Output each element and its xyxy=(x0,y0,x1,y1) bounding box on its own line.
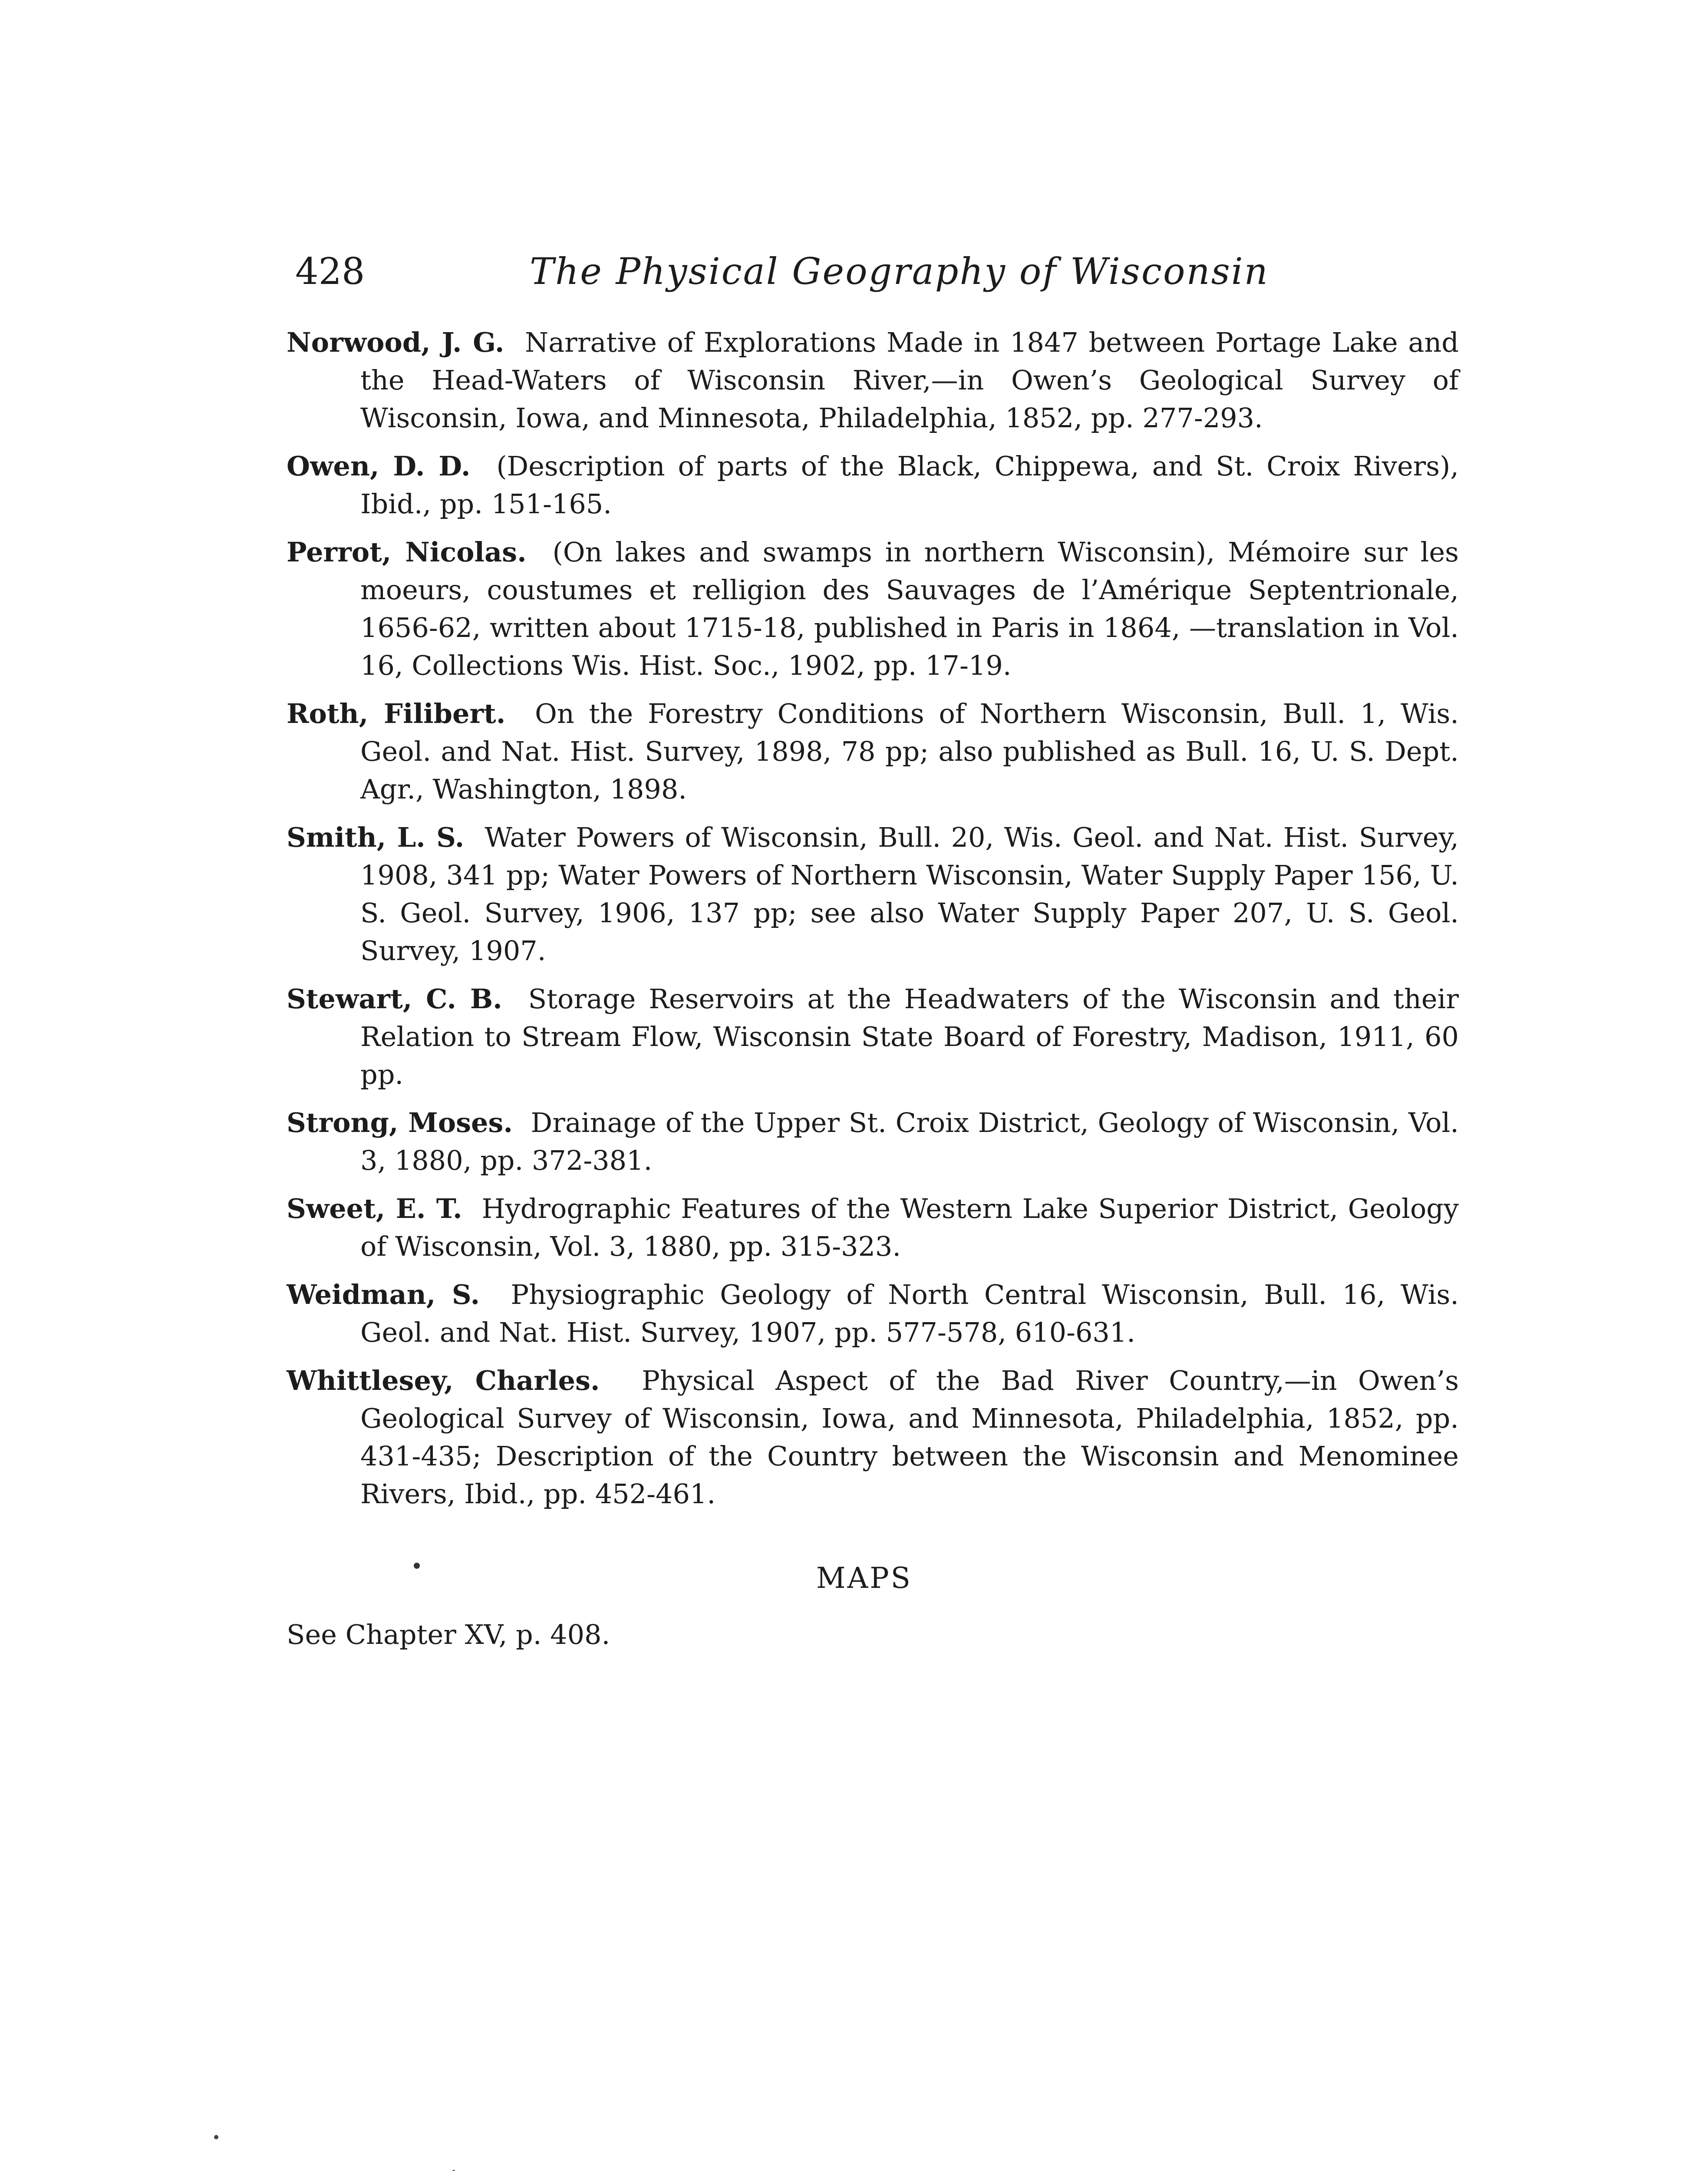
entry-text: On the Forestry Conditions of Northern Wisconsin, Bull. 1, Wis. Geol. and Nat. Hist. Survey, 1898, 78 pp; also published as Bull. 16, U. S. Dept. Agr., Washington, 1898. xyxy=(360,698,1459,805)
maps-heading: MAPS xyxy=(816,1561,912,1595)
entry-author: Whittlesey, Charles. xyxy=(287,1365,600,1396)
entry-text: (Description of parts of the Black, Chippewa, and St. Croix Rivers), Ibid., pp. 151-165. xyxy=(360,450,1459,520)
entry-author: Weidman, S. xyxy=(287,1279,480,1310)
entry-text: Hydrographic Features of the Western Lake Superior District, Geology of Wisconsin, Vol. 3, 1880, pp. 315-323. xyxy=(360,1193,1459,1262)
entry-text: Physical Aspect of the Bad River Country,—in Owen’s Geological Survey of Wisconsin, Iowa, and Minnesota, Philadelphia, 1852, pp. 431-435; Description of the Country between the Wisconsin and Menominee Rivers, Ibid., pp. 452-461. xyxy=(360,1365,1459,1510)
book-title: The Physical Geography of Wisconsin xyxy=(530,250,1269,293)
entry-text: Narrative of Explorations Made in 1847 between Portage Lake and the Head-Waters of Wisconsin River,—in Owen’s Geological Survey of Wisconsin, Iowa, and Minnesota, Philadelphia, 1852, pp. 277-293. xyxy=(360,327,1459,434)
entry-author: Smith, L. S. xyxy=(287,822,465,853)
page-number: 428 xyxy=(295,250,365,293)
entry-text: Storage Reservoirs at the Headwaters of the Wisconsin and their Relation to Stream Flow, Wisconsin State Board of Forestry, Madison, 1911, 60 pp. xyxy=(360,983,1459,1090)
entry-author: Owen, D. D. xyxy=(287,450,471,482)
entry-author: Stewart, C. B. xyxy=(287,983,502,1015)
entry-author: Sweet, E. T. xyxy=(287,1193,462,1224)
entry-author: Norwood, J. G. xyxy=(287,327,504,358)
ink-speck xyxy=(414,1563,420,1569)
entry-author: Roth, Filibert. xyxy=(287,698,506,729)
entry-author: Perrot, Nicolas. xyxy=(287,536,527,568)
entry-text: Physiographic Geology of North Central Wisconsin, Bull. 16, Wis. Geol. and Nat. Hist. Survey, 1907, pp. 577-578, 610-631. xyxy=(360,1279,1459,1348)
ink-speck xyxy=(214,2135,218,2139)
entry-text: Water Powers of Wisconsin, Bull. 20, Wis. Geol. and Nat. Hist. Survey, 1908, 341 pp; Water Powers of Northern Wisconsin, Water Supply Paper 156, U. S. Geol. Survey, 1906, 137 pp; see also Water Supply Paper 207, U. S. Geol. Survey, 1907. xyxy=(360,822,1459,967)
entry-text: Drainage of the Upper St. Croix District, Geology of Wisconsin, Vol. 3, 1880, pp. 372-381. xyxy=(360,1107,1459,1176)
entry-author: Strong, Moses. xyxy=(287,1107,513,1138)
entry-text: (On lakes and swamps in northern Wisconsin), Mémoire sur les moeurs, coustumes et relligion des Sauvages de l’Amérique Septentrionale, 1656-62, written about 1715-18, published in Paris in 1864, —translation in Vol. 16, Collections Wis. Hist. Soc., 1902, pp. 17-19. xyxy=(360,536,1459,681)
maps-note: See Chapter XV, p. 408. xyxy=(287,1619,610,1650)
